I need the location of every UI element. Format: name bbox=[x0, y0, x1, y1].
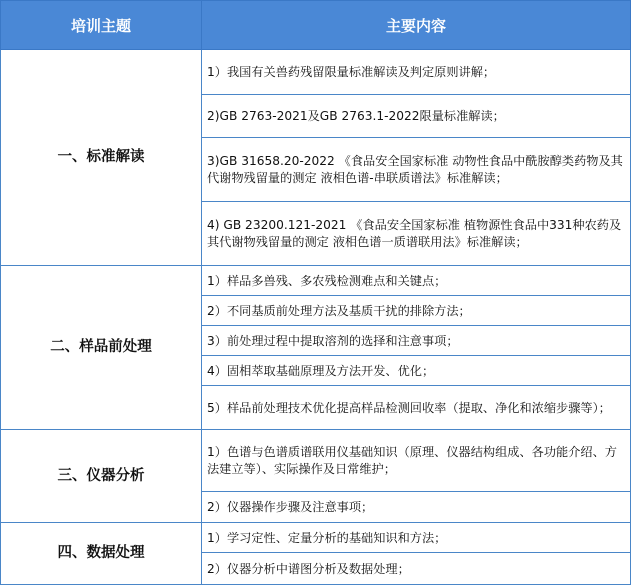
section-topic-data-processing: 四、数据处理 bbox=[1, 523, 202, 585]
table-row bbox=[1, 430, 631, 492]
header-topic: 培训主题 bbox=[1, 1, 202, 50]
content-cell: 1）我国有关兽药残留限量标准解读及判定原则讲解； bbox=[202, 50, 631, 95]
table-row bbox=[1, 50, 631, 95]
table-row bbox=[1, 523, 631, 553]
content-cell: 2）仪器分析中谱图分析及数据处理； bbox=[202, 553, 631, 585]
content-cell: 1）学习定性、定量分析的基础知识和方法； bbox=[202, 523, 631, 553]
section-topic-sample-prep: 二、样品前处理 bbox=[1, 266, 202, 430]
section-topic-instrument-analysis: 三、仪器分析 bbox=[1, 430, 202, 523]
content-cell: 4）固相萃取基础原理及方法开发、优化； bbox=[202, 356, 631, 386]
content-cell: 2）仪器操作步骤及注意事项； bbox=[202, 492, 631, 523]
content-cell: 3)GB 31658.20-2022 《食品安全国家标准 动物性食品中酰胺醇类药物及其代谢物残留量的测定 液相色谱-串联质谱法》标准解读； bbox=[202, 138, 631, 202]
content-cell: 1）样品多兽残、多农残检测难点和关键点； bbox=[202, 266, 631, 296]
content-cell: 3）前处理过程中提取溶剂的选择和注意事项； bbox=[202, 326, 631, 356]
table-row bbox=[1, 266, 631, 296]
header-content: 主要内容 bbox=[202, 1, 631, 50]
content-cell: 5）样品前处理技术优化提高样品检测回收率（提取、净化和浓缩步骤等）； bbox=[202, 386, 631, 430]
content-cell: 4) GB 23200.121-2021 《食品安全国家标准 植物源性食品中331种农药及其代谢物残留量的测定 液相色谱一质谱联用法》标准解读； bbox=[202, 202, 631, 266]
table-header-row bbox=[1, 1, 631, 50]
content-cell: 1）色谱与色谱质谱联用仪基础知识（原理、仪器结构组成、各功能介绍、方法建立等）、实际操作及日常维护； bbox=[202, 430, 631, 492]
content-cell: 2）不同基质前处理方法及基质干扰的排除方法； bbox=[202, 296, 631, 326]
section-topic-standards: 一、标准解读 bbox=[1, 50, 202, 266]
content-cell: 2)GB 2763-2021及GB 2763.1-2022限量标准解读； bbox=[202, 95, 631, 138]
